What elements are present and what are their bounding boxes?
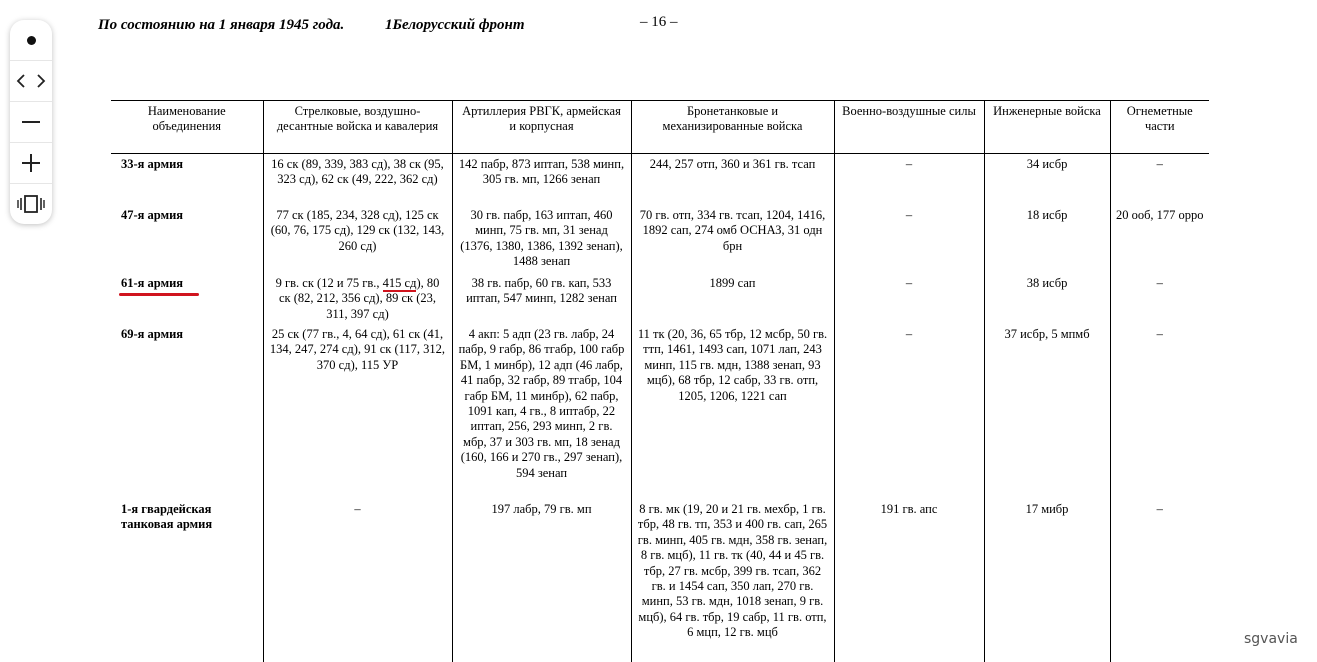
document-header [98, 16, 1208, 38]
air-cell: – [834, 324, 984, 499]
header-date: По состоянию на 1 января 1945 года. [98, 17, 345, 33]
col-header-rifle: Стрелковые, воздушно-десантные войска и кавалерия [263, 101, 452, 154]
col-header-formation: Наименование объединения [111, 101, 263, 154]
army-name: 33-я армия [121, 157, 184, 171]
artillery-cell: 197 лабр, 79 гв. мп [452, 499, 631, 662]
air-cell: 191 гв. апс [834, 499, 984, 662]
col-header-air: Военно-воздушные силы [834, 101, 984, 154]
armor-cell: 244, 257 отп, 360 и 361 гв. тсап [631, 154, 834, 206]
table-row [111, 499, 1209, 662]
rifle-text-a: 9 гв. ск (12 и 75 гв., [275, 276, 383, 290]
armor-cell: 8 гв. мк (19, 20 и 21 гв. мехбр, 1 гв. тбр, 48 гв. тп, 353 и 400 гв. сап, 265 гв. минп, 405 гв. мдн, 358 гв. зенап, 8 гв. мцб), 11 гв. тк (40, 44 и 45 гв. тбр, 27 гв. мсбр, 399 гв. тсап, 362 гв. и 1454 сап, 350 лап, 270 гв. минп, 53 гв. мдн, 1018 зенап, 9 гв. мцб), 64 гв. тбр, 19 сабр, 11 гв. отп, 6 мцп, 12 гв. мцб [631, 499, 834, 662]
page-number: – 16 – [640, 14, 678, 30]
engineer-cell: 18 исбр [984, 205, 1110, 273]
armor-cell: 11 тк (20, 36, 65 тбр, 12 мсбр, 50 гв. ттп, 1461, 1493 сап, 1071 лап, 243 минп, 115 гв. мдн, 1388 зенап, 93 мцб), 68 тбр, 12 сабр, 33 гв. отп, 1205, 1206, 1221 сап [631, 324, 834, 499]
flame-cell: – [1110, 273, 1209, 324]
army-name: 47-я армия [121, 208, 184, 222]
dot-button[interactable] [10, 20, 52, 60]
rifle-cell [263, 273, 452, 324]
col-header-engineer: Инженерные войска [984, 101, 1110, 154]
rifle-cell: – [263, 499, 452, 662]
zoom-in-button[interactable] [10, 142, 52, 183]
armor-cell: 1899 сап [631, 273, 834, 324]
plus-icon [21, 153, 41, 173]
artillery-cell: 142 пабр, 873 иптап, 538 минп, 305 гв. мп, 1266 зенап [452, 154, 631, 206]
flame-cell: – [1110, 499, 1209, 662]
watermark: sgvavia [1244, 631, 1298, 647]
flame-cell: – [1110, 324, 1209, 499]
rifle-cell: 77 ск (185, 234, 328 сд), 125 ск (60, 76, 175 сд), 129 ск (132, 143, 260 сд) [263, 205, 452, 273]
highlighted-army-name: 61-я армия [121, 276, 184, 290]
army-name: 69-я армия [121, 327, 184, 341]
prev-next-button[interactable] [10, 60, 52, 101]
table-row [111, 154, 1209, 206]
rifle-cell: 16 ск (89, 339, 383 сд), 38 ск (95, 323 сд), 62 ск (49, 222, 362 сд) [263, 154, 452, 206]
col-header-flame: Огнеметные части [1110, 101, 1209, 154]
artillery-cell: 38 гв. пабр, 60 гв. кап, 533 иптап, 547 минп, 1282 зенап [452, 273, 631, 324]
rifle-text-b: ), 80 ск (82, 212, 356 сд), 89 ск (23, 311, 397 сд) [278, 276, 440, 321]
code-brackets-icon [16, 73, 46, 89]
air-cell: – [834, 273, 984, 324]
engineer-cell: 34 исбр [984, 154, 1110, 206]
army-name: 1-я гвардейская танковая армия [121, 502, 213, 532]
table-row [111, 273, 1209, 324]
table-row [111, 324, 1209, 499]
army-name-cell [111, 273, 263, 324]
units-table [111, 100, 1209, 662]
engineer-cell: 37 исбр, 5 мпмб [984, 324, 1110, 499]
artillery-cell: 30 гв. пабр, 163 иптап, 460 минп, 75 гв. мп, 31 зенад (1376, 1380, 1386, 1392 зенап), 1488 зенап [452, 205, 631, 273]
air-cell: – [834, 205, 984, 273]
viewer-toolbar [10, 20, 52, 224]
flame-cell: – [1110, 154, 1209, 206]
table-row [111, 205, 1209, 273]
col-header-armor: Бронетанковые и механизированные войска [631, 101, 834, 154]
engineer-cell: 38 исбр [984, 273, 1110, 324]
fit-page-button[interactable] [10, 183, 52, 224]
fit-page-icon [17, 194, 45, 214]
zoom-out-button[interactable] [10, 101, 52, 142]
armor-cell: 70 гв. отп, 334 гв. тсап, 1204, 1416, 1892 сап, 274 омб ОСНАЗ, 31 одн бpн [631, 205, 834, 273]
flame-cell: 20 ооб, 177 орро [1110, 205, 1209, 273]
air-cell: – [834, 154, 984, 206]
dot-icon [27, 36, 36, 45]
col-header-artillery: Артиллерия РВГК, армейская и корпусная [452, 101, 631, 154]
minus-icon [21, 120, 41, 124]
header-front: 1Белорусский фронт [385, 17, 525, 33]
rifle-cell: 25 ск (77 гв., 4, 64 сд), 61 ск (41, 134, 247, 274 сд), 91 ск (117, 312, 370 сд), 115 УР [263, 324, 452, 499]
table-header-row [111, 101, 1209, 154]
artillery-cell: 4 акп: 5 адп (23 гв. лабр, 24 пабр, 9 габр, 86 тгабр, 100 габр БМ, 1 минбр), 12 адп (46 лабр, 41 пабр, 32 габр, 89 тгабр, 104 габр БМ, 11 минбр), 62 пабр, 1091 кап, 4 гв., 8 иптабр, 22 иптап, 256, 293 минп, 2 гв. мбр, 37 и 303 гв. мп, 18 зенад (160, 166 и 270 гв., 297 зенап), 594 зенап [452, 324, 631, 499]
highlighted-division: 415 сд [382, 276, 417, 290]
engineer-cell: 17 мибр [984, 499, 1110, 662]
